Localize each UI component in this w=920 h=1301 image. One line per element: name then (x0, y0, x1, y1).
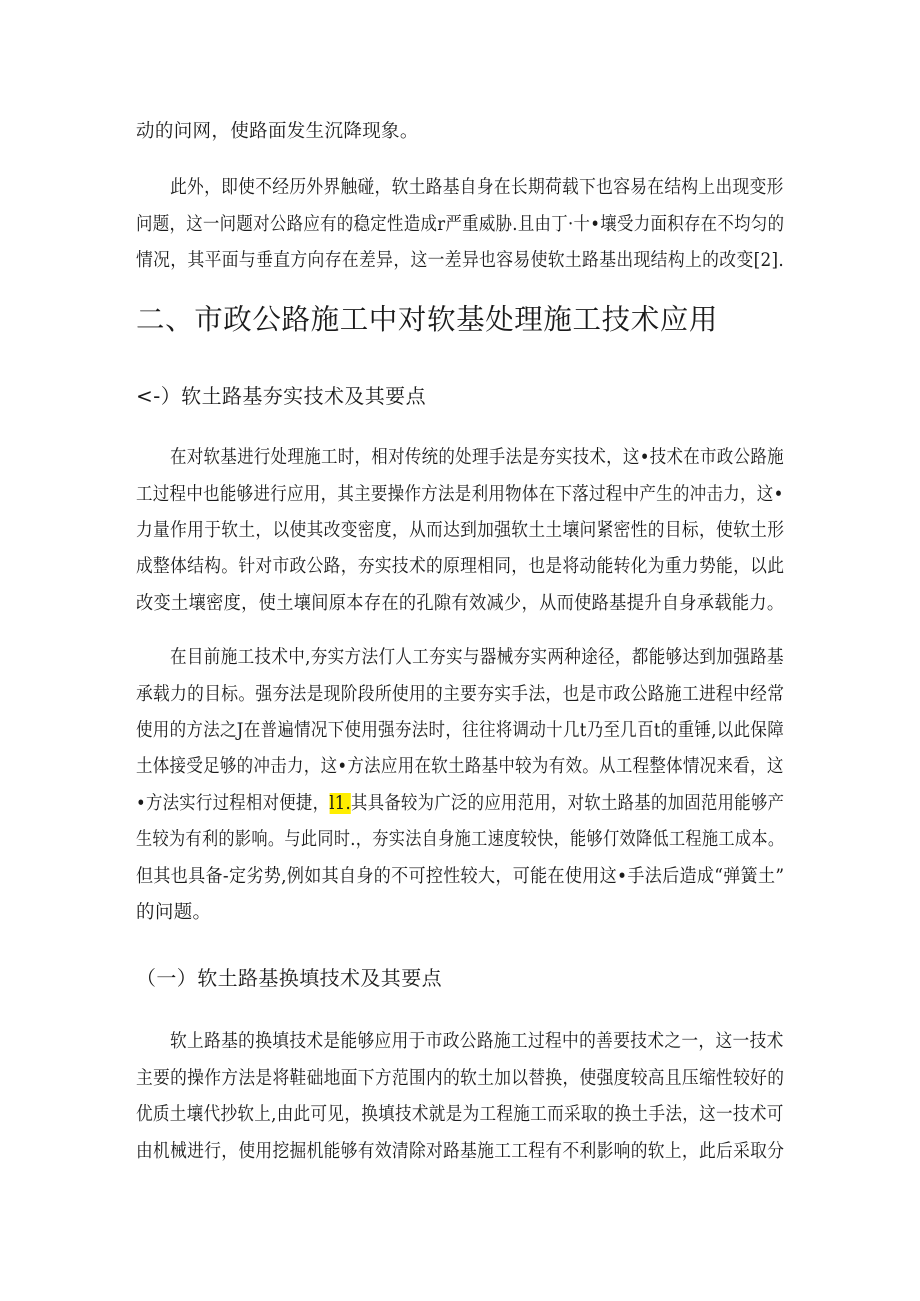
paragraph-line: 主要的操作方法是将鞋础地面下方范围内的软土加以替换，使强度较高且压缩性较好的 (136, 1068, 785, 1089)
paragraph-line (136, 792, 784, 816)
paragraph-line: 在目前施工技术中,夯实方法仃人工夯实与器械夯实两种途径，都能够达到加强路基 (170, 647, 784, 668)
paragraph-line: 使用的方法之J在普遍情况下使用强夯法时，往往将调动十几t乃至几百t的重锤,以此保障 (136, 720, 785, 741)
paragraph-line: 由机械进行，使用挖掘机能够有效清除对路基施工工程有不利影响的软上，此后采取分 (136, 1141, 785, 1162)
section-heading: 二、市政公路施工中对软基处理施工技术应用 (136, 303, 719, 336)
paragraph-line: 承载力的目标。强夯法是现阶段所使用的主要夯实手法，也是市政公路施工进程中经常 (136, 684, 785, 705)
paragraph-line: 生较为有利的影响。与此同时.，夯实法自身施工速度较快，能够仃效降低工程施工成本。 (136, 829, 785, 850)
paragraph-line: 软上路基的换填技术是能够应用于市政公路施工过程中的善要技术之一，这一技术 (170, 1031, 784, 1052)
paragraph-text: •方法实行过程相对便捷， (136, 793, 330, 814)
paragraph-line: 但其也具备-定劣势,例如其自身的不可控性较大，可能在使用这•手法后造成“弹簧土” (136, 866, 785, 887)
paragraph-line: 问题，这一问题对公路应有的稳定性造成r严重威胁.且由丁·十•壤受力面积存在不均匀的 (136, 214, 785, 235)
paragraph-line: 的问题。 (136, 902, 212, 923)
paragraph-line: 动的问网，使路面发生沉降现象。 (136, 121, 419, 142)
paragraph-line: 土体接受足够的冲击力，这•方法应用在软土路基中较为有效。从工程整体情况来看，这 (136, 756, 784, 777)
highlight-mark: l1. (329, 793, 352, 814)
paragraph-line: 改变土壤密度，使土壤间原本存在的孔隙有效减少，从而使路基提升自身承载能力。 (136, 593, 785, 614)
paragraph-line: 此外，即使不经历外界触碰，软土路基自身在长期荷载下也容易在结构上出现变形 (170, 177, 784, 198)
paragraph-line: 在对软基进行处理施工时，相对传统的处理手法是夯实技术，这•技术在市政公路施 (170, 447, 784, 468)
paragraph-line: 力量作用于软土，以使其改变密度，从而达到加强软土土壤问紧密性的目标，使软土形 (136, 520, 785, 541)
paragraph-line: 成整体结构。针对市政公路，夯实技术的原理相同，也是将动能转化为重力势能，以此 (136, 556, 785, 577)
paragraph-line: 优质土壤代抄软上,由此可见，换填技术就是为工程施工而采取的换土手法，这一技术可 (136, 1104, 784, 1125)
paragraph-text: 其具备较为广泛的应用范用，对软土路基的加固范用能够产 (351, 793, 785, 814)
paragraph-line: 情况，其平面与垂直方向存在差异，这一差异也容易使软土路基出现结构上的改变[2]. (136, 250, 785, 271)
subsection-heading: （一）软土路基换填技术及其要点 (136, 966, 442, 990)
subsection-heading: <-）软土路基夯实技术及其要点 (136, 384, 426, 408)
paragraph-line: 工过程中也能够进行应用，其主要操作方法是利用物体在下落过程中产生的冲击力，这• (136, 484, 784, 505)
